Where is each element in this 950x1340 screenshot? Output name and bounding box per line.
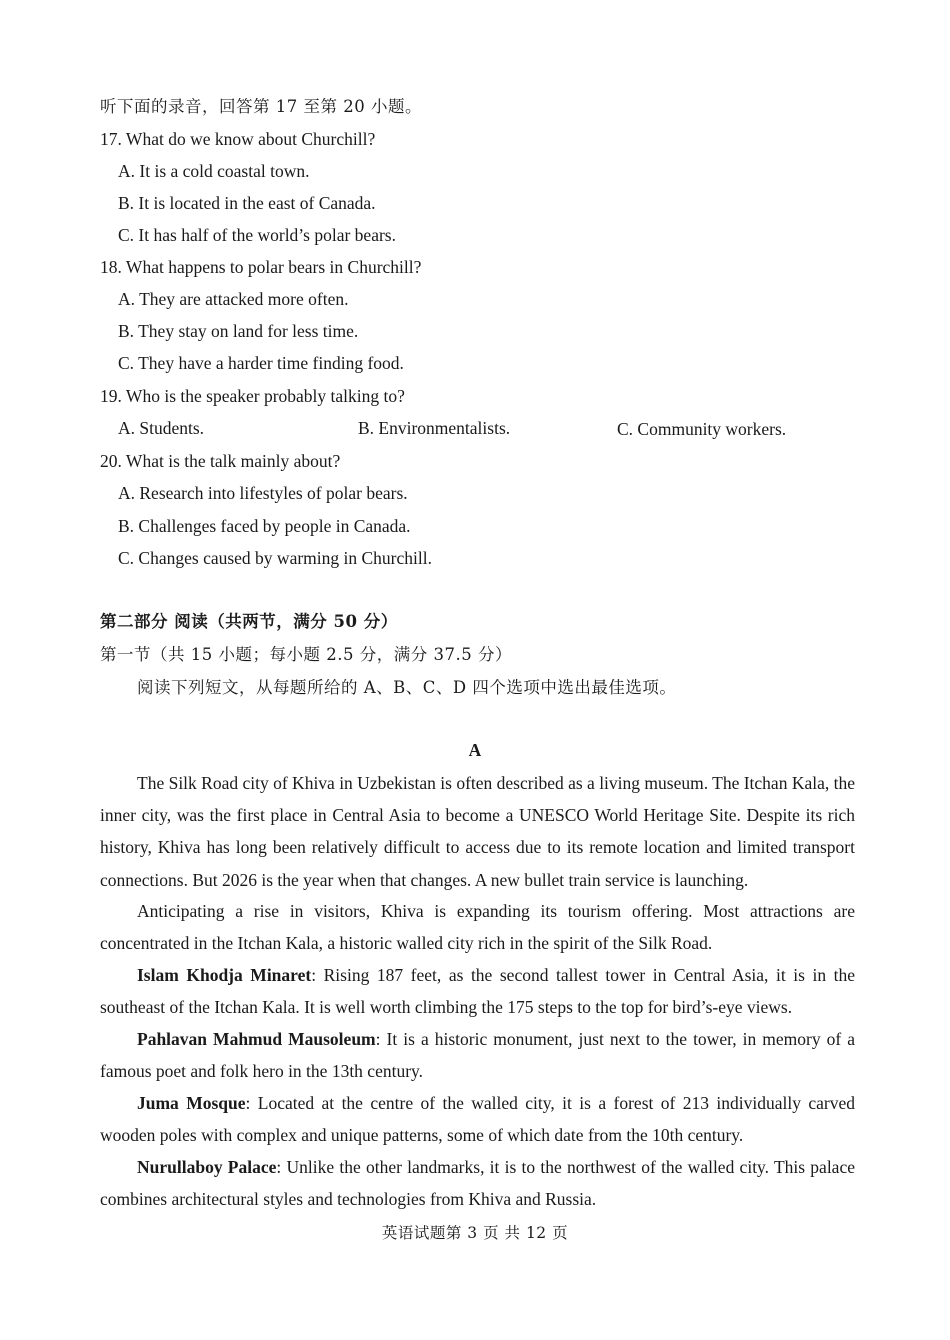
question-17-stem: 17. What do we know about Churchill? xyxy=(100,129,376,149)
question-18-stem: 18. What happens to polar bears in Churchill? xyxy=(100,257,422,277)
question-17-option-b: B. It is located in the east of Canada. xyxy=(118,193,376,213)
question-18-option-c: C. They have a harder time finding food. xyxy=(118,353,404,373)
passage-paragraph-mosque xyxy=(100,1087,855,1151)
passage-label: A xyxy=(468,740,482,760)
paragraph-text: The Silk Road city of Khiva in Uzbekistan is often described as a living museum. The Itchan Kala, the inner city, was the first place in Central Asia to become a UNESCO World Heritage Site. Despite its rich history, Khiva has long been relatively difficult to access due to its remote location and limited transport connections. But 2026 is the year when that changes. A new bullet train service is launching. xyxy=(100,773,855,890)
question-19-option-a: A. Students. xyxy=(118,418,205,438)
paragraph-text: Anticipating a rise in visitors, Khiva is expanding its tourism offering. Most attractions are concentrated in the Itchan Kala, a historic walled city rich in the spirit of the Silk Road. xyxy=(100,901,855,954)
question-17-option-c: C. It has half of the world’s polar bears. xyxy=(118,225,396,245)
question-18-option-b: B. They stay on land for less time. xyxy=(118,321,359,341)
landmark-name: Juma Mosque xyxy=(137,1093,246,1113)
reading-part-title: 第二部分 阅读（共两节，满分 50 分） xyxy=(100,612,398,631)
paragraph-text: : Rising 187 feet, as the second tallest tower in Central Asia, it is in the southeast of the Itchan Kala. It is well worth climbing the 175 steps to the top for bird’s-eye views. xyxy=(100,965,855,1018)
paragraph-text: : Unlike the other landmarks, it is to the northwest of the walled city. This palace combines architectural styles and technologies from Khiva and Russia. xyxy=(100,1157,855,1210)
question-19-stem: 19. Who is the speaker probably talking to? xyxy=(100,386,405,406)
landmark-name: Islam Khodja Minaret xyxy=(137,965,312,985)
page-footer: 英语试题第 3 页 共 12 页 xyxy=(381,1224,569,1242)
question-19-option-b: B. Environmentalists. xyxy=(358,418,511,438)
reading-directions: 阅读下列短文，从每题所给的 A、B、C、D 四个选项中选出最佳选项。 xyxy=(137,678,677,697)
passage-paragraph-2 xyxy=(100,895,855,959)
question-17-option-a: A. It is a cold coastal town. xyxy=(118,161,310,181)
landmark-name: Pahlavan Mahmud Mausoleum xyxy=(137,1029,376,1049)
paragraph-text: : Located at the centre of the walled city, it is a forest of 213 individually carved wooden poles with complex and unique patterns, some of which date from the 10th century. xyxy=(100,1093,856,1146)
passage-paragraph-minaret xyxy=(100,959,855,1023)
question-20-option-c: C. Changes caused by warming in Churchill. xyxy=(118,548,432,568)
passage-paragraph-1 xyxy=(100,767,855,896)
question-19-option-c: C. Community workers. xyxy=(617,419,787,439)
paragraph-text: : It is a historic monument, just next to the tower, in memory of a famous poet and folk hero in the 13th century. xyxy=(100,1029,855,1082)
question-20-option-a: A. Research into lifestyles of polar bears. xyxy=(118,483,408,503)
question-18-option-a: A. They are attacked more often. xyxy=(118,289,349,309)
question-20-option-b: B. Challenges faced by people in Canada. xyxy=(118,516,411,536)
listening-instruction: 听下面的录音，回答第 17 至第 20 小题。 xyxy=(100,97,422,116)
passage-paragraph-palace xyxy=(100,1151,855,1215)
reading-section-title: 第一节（共 15 小题；每小题 2.5 分，满分 37.5 分） xyxy=(100,645,512,664)
landmark-name: Nurullaboy Palace xyxy=(137,1157,277,1177)
question-20-stem: 20. What is the talk mainly about? xyxy=(100,451,341,471)
passage-paragraph-mausoleum xyxy=(100,1023,855,1087)
